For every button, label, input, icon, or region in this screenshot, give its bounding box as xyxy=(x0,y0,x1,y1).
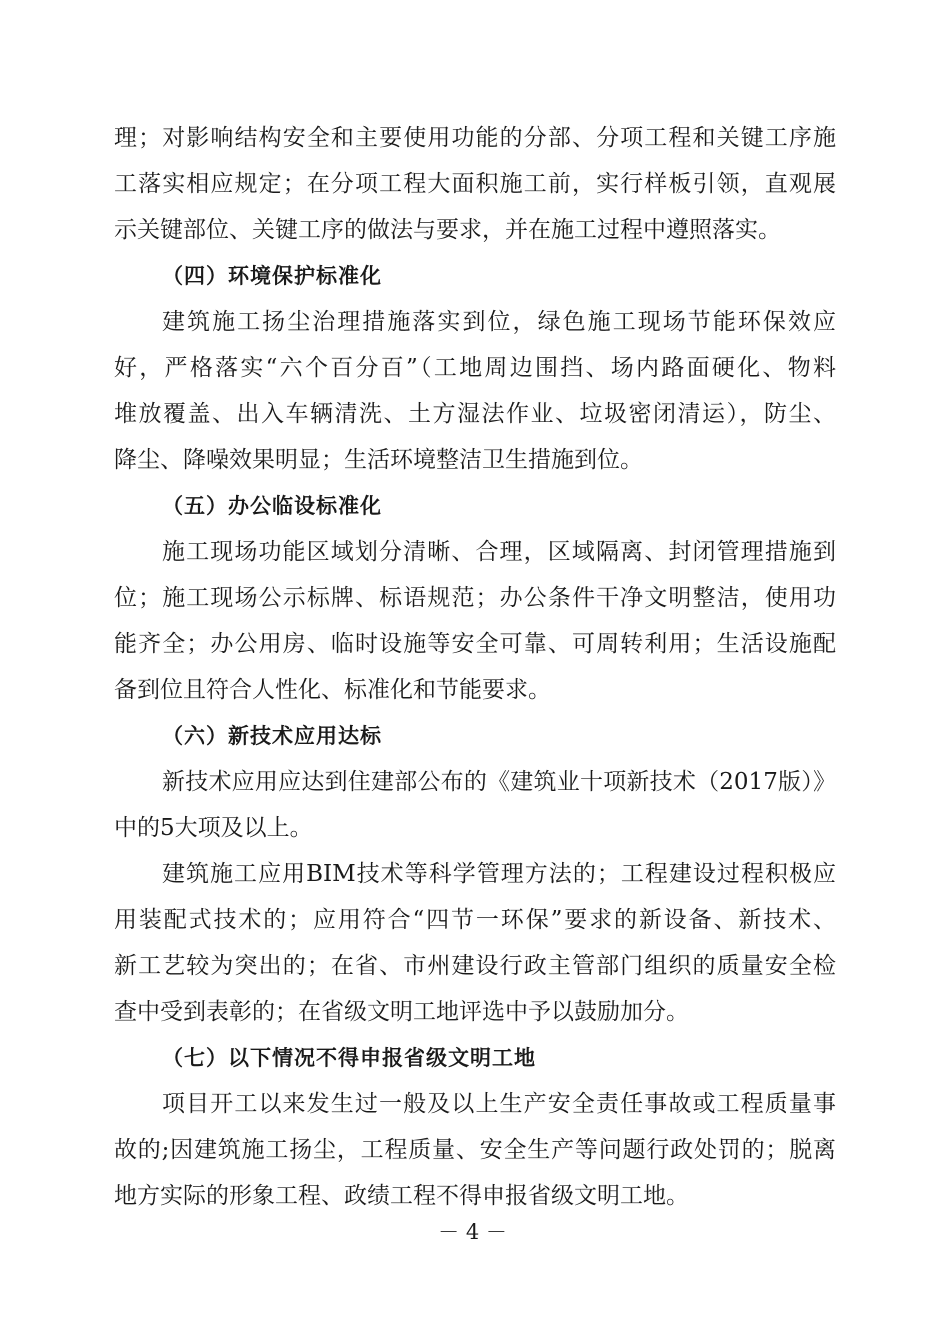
paragraph-line: 建筑施工扬尘治理措施落实到位，绿色施工现场节能环保效应 xyxy=(162,309,836,335)
paragraph-line: 施工现场功能区域划分清晰、合理，区域隔离、封闭管理措施到 xyxy=(162,539,836,565)
section-heading-new-technology: （六）新技术应用达标 xyxy=(162,724,382,748)
paragraph-line: 故的;因建筑施工扬尘，工程质量、安全生产等问题行政处罚的；脱离 xyxy=(114,1137,836,1163)
paragraph-line: 新技术应用应达到住建部公布的《建筑业十项新技术（2017版）》 xyxy=(162,769,836,795)
paragraph-line: 降尘、降噪效果明显；生活环境整洁卫生措施到位。 xyxy=(114,447,643,473)
paragraph-line: 新工艺较为突出的；在省、市州建设行政主管部门组织的质量安全检 xyxy=(114,953,836,979)
page-number: － 4 － xyxy=(438,1220,507,1244)
paragraph-line: 中的5大项及以上。 xyxy=(114,815,313,841)
section-heading-office: （五）办公临设标准化 xyxy=(162,494,382,518)
paragraph-line: 堆放覆盖、出入车辆清洗、土方湿法作业、垃圾密闭清运），防尘、 xyxy=(114,401,836,427)
paragraph-line: 好，严格落实“六个百分百”（工地周边围挡、场内路面硬化、物料 xyxy=(114,355,836,381)
paragraph-line: 地方实际的形象工程、政绩工程不得申报省级文明工地。 xyxy=(114,1183,689,1209)
paragraph-line: 示关键部位、关键工序的做法与要求，并在施工过程中遵照落实。 xyxy=(114,217,781,243)
paragraph-line: 建筑施工应用BIM技术等科学管理方法的；工程建设过程积极应 xyxy=(162,861,836,887)
paragraph-line: 能齐全；办公用房、临时设施等安全可靠、可周转利用；生活设施配 xyxy=(114,631,836,657)
paragraph-line: 工落实相应规定；在分项工程大面积施工前，实行样板引领，直观展 xyxy=(114,171,836,197)
paragraph-line: 查中受到表彰的；在省级文明工地评选中予以鼓励加分。 xyxy=(114,999,689,1025)
paragraph-line: 理；对影响结构安全和主要使用功能的分部、分项工程和关键工序施 xyxy=(114,125,836,151)
section-heading-environment: （四）环境保护标准化 xyxy=(162,264,382,288)
paragraph-line: 用装配式技术的；应用符合“四节一环保”要求的新设备、新技术、 xyxy=(114,907,836,933)
section-heading-exclusions: （七）以下情况不得申报省级文明工地 xyxy=(162,1046,536,1070)
paragraph-line: 备到位且符合人性化、标准化和节能要求。 xyxy=(114,677,551,703)
paragraph-line: 项目开工以来发生过一般及以上生产安全责任事故或工程质量事 xyxy=(162,1091,836,1117)
paragraph-line: 位；施工现场公示标牌、标语规范；办公条件干净文明整洁，使用功 xyxy=(114,585,836,611)
